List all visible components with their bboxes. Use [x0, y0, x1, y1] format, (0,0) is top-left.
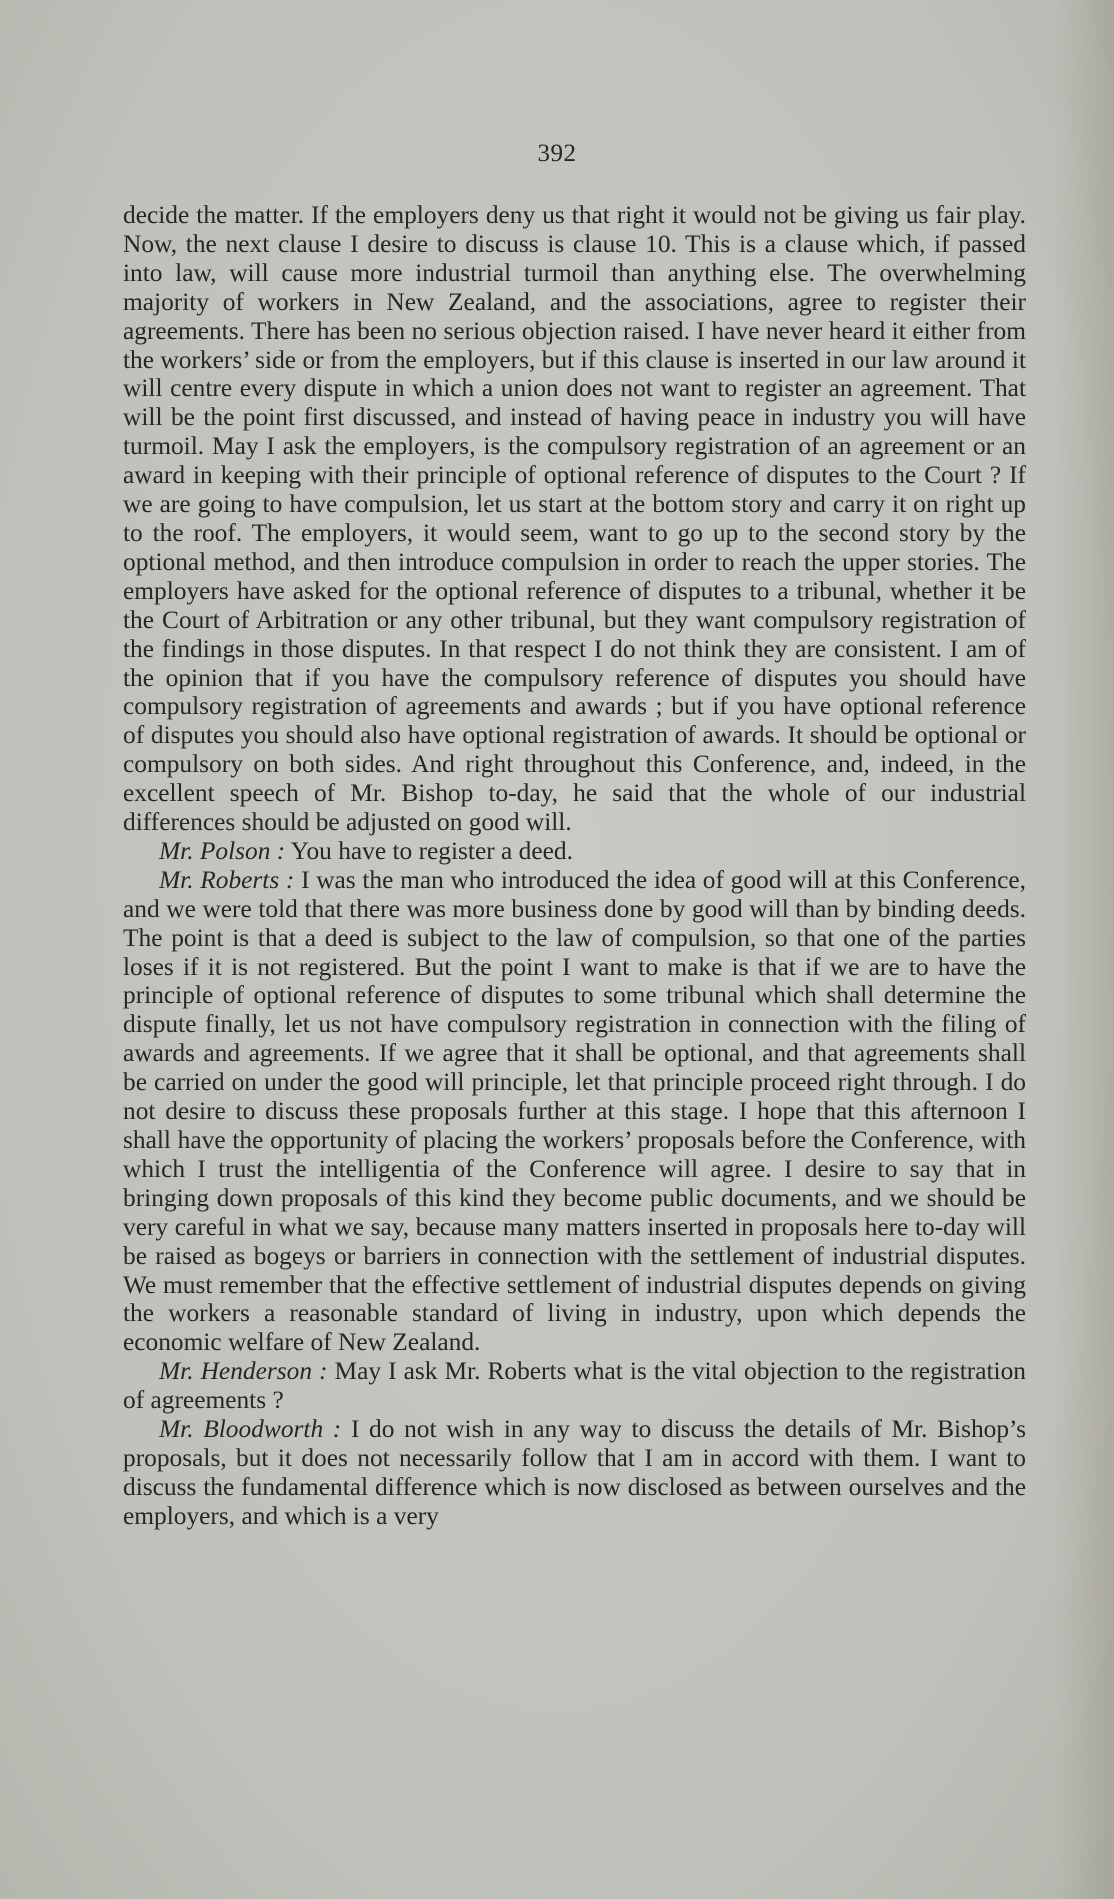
- paragraph-text: May I ask Mr. Roberts what is the vital objection to the registration of agreements ?: [123, 1357, 1026, 1415]
- paragraph-bloodworth: [123, 1415, 1026, 1531]
- page-body-text: [123, 201, 1026, 1531]
- paragraph-text: You have to register a deed.: [290, 836, 573, 865]
- speaker-name: Mr. Bloodworth :: [159, 1415, 342, 1444]
- paragraph-polson: [123, 837, 1026, 866]
- paragraph-roberts: [123, 866, 1026, 1357]
- page-number: 392: [537, 140, 577, 167]
- page-edge-shadow: [1054, 0, 1114, 1899]
- speaker-name: Mr. Polson :: [159, 836, 286, 865]
- speaker-name: Mr. Roberts :: [159, 865, 295, 894]
- paragraph-text: decide the matter. If the employers deny us that right it would not be giving us fair play. Now, the next clause I desire to discuss is clause 10. This is a clause which, if passed into law, will cause more industrial turmoil than anything else. The overwhelming majority of workers in New Zealand, and the associations, agree to register their agreements. There has been no serious objection raised. I have never heard it either from the workers’ side or from the employers, but if this clause is inserted in our law around it will centre every dispute in which a union does not want to register an agreement. That will be the point first discussed, and instead of having peace in industry you will have turmoil. May I ask the employers, is the compulsory registration of an agreement or an award in keeping with their principle of optional reference of disputes to the Court ? If we are going to have compulsion, let us start at the bottom story and carry it on right up to the roof. The employers, it would seem, want to go up to the second story by the optional method, and then introduce compulsion in order to reach the upper stories. The employers have asked for the optional reference of disputes to a tribunal, whether it be the Court of Arbitration or any other tribunal, but they want compulsory registration of the findings in those disputes. In that respect I do not think they are consistent. I am of the opinion that if you have the compulsory reference of disputes you should have compulsory registration of agreements and awards ; but if you have optional reference of disputes you should also have optional registration of awards. It should be optional or compulsory on both sides. And right throughout this Conference, and, indeed, in the excellent speech of Mr. Bishop to-day, he said that the whole of our industrial differences should be adjusted on good will.: [123, 201, 1026, 837]
- paragraph-text: I was the man who introduced the idea of good will at this Conference, and we were told that there was more business done by good will than by binding deeds. The point is that a deed is subject to the law of compulsion, so that one of the parties loses if it is not registered. But the point I want to make is that if we are to have the principle of optional reference of disputes to some tribunal which shall determine the dispute finally, let us not have compulsory registration in connection with the filing of awards and agreements. If we agree that it shall be optional, and that agreements shall be carried on under the good will principle, let that principle proceed right through. I do not desire to discuss these proposals further at this stage. I hope that this afternoon I shall have the opportunity of placing the workers’ proposals before the Conference, with which I trust the intelligentia of the Conference will agree. I desire to say that in bringing down proposals of this kind they become public documents, and we should be very careful in what we say, because many matters inserted in proposals here to-day will be raised as bogeys or barriers in connection with the settlement of industrial disputes. We must remember that the effective settlement of industrial disputes depends on giving the workers a reasonable standard of living in industry, upon which depends the economic welfare of New Zealand.: [123, 865, 1026, 1357]
- paragraph-continuation: [123, 201, 1026, 837]
- speaker-name: Mr. Henderson :: [159, 1357, 328, 1386]
- paragraph-henderson: [123, 1357, 1026, 1415]
- paragraph-text: I do not wish in any way to discuss the details of Mr. Bishop’s proposals, but it does not necessarily follow that I am in accord with them. I want to discuss the fundamental difference which is now disclosed as between ourselves and the employers, and which is a very: [123, 1415, 1026, 1530]
